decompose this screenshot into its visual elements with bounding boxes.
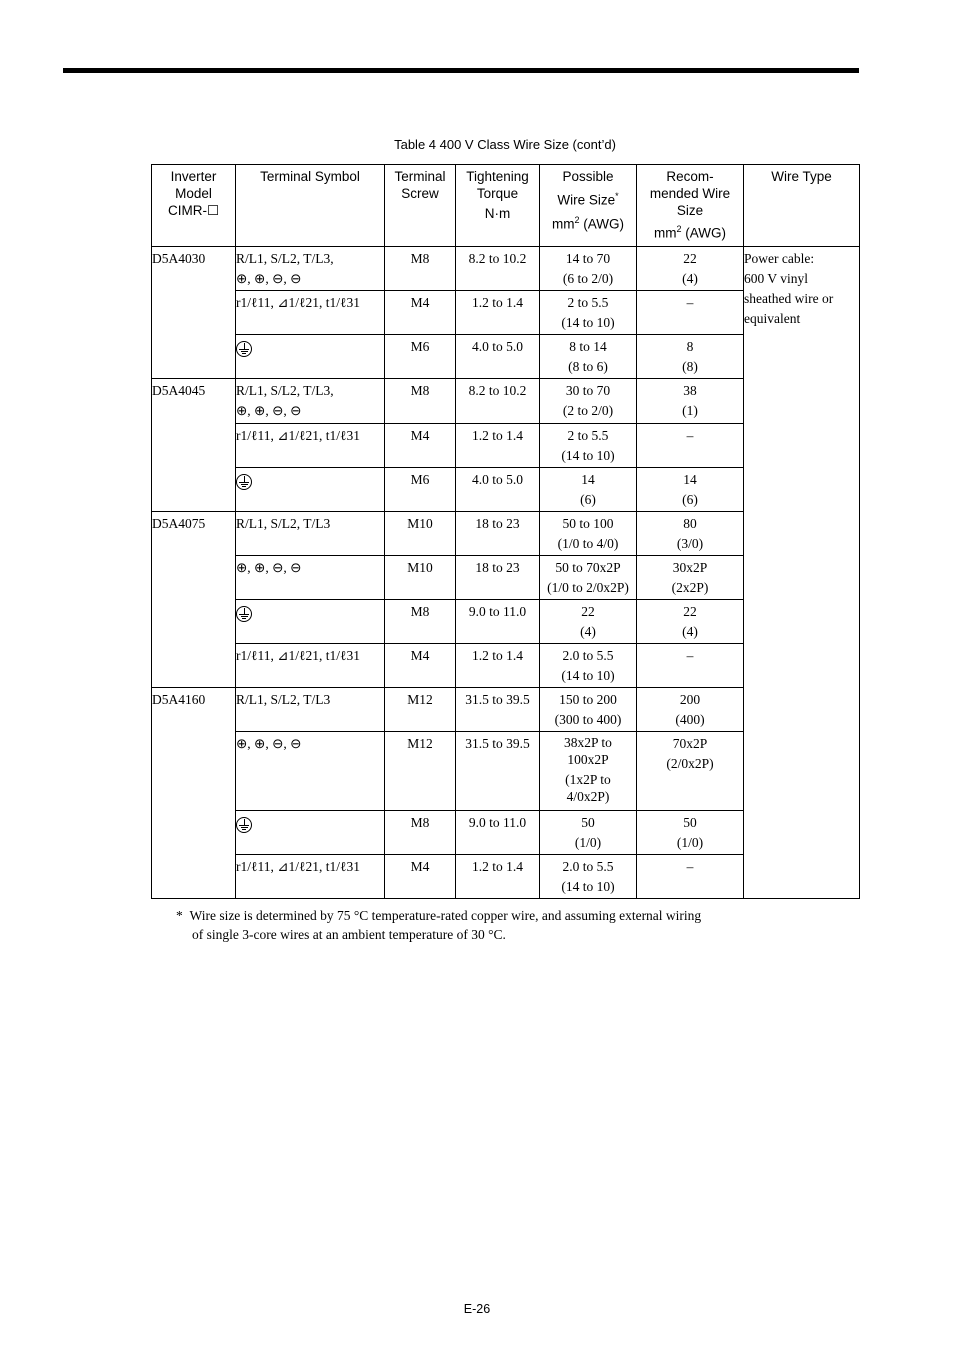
possible-wire-size-line: (1/0 to 2/0x2P): [547, 580, 629, 595]
recommended-wire-size-line: 22: [683, 251, 697, 266]
terminal-symbol-cell: [236, 379, 385, 424]
recommended-wire-size-line: –: [686, 428, 694, 443]
header-model: Inverter Model CIMR-☐: [152, 165, 236, 247]
header-possible-wire-size: Possible Wire Size* $mm^2$ (AWG): [540, 165, 637, 247]
possible-wire-size-line: 50 to 70x2P: [555, 560, 621, 575]
tightening-torque-cell: 1.2 to 1.4: [456, 644, 540, 688]
possible-wire-size-line: 38x2P to: [564, 735, 612, 750]
recommended-wire-size-line: (4): [682, 271, 698, 286]
possible-wire-size-line: (300 to 400): [554, 712, 622, 727]
inverter-model-cell: D5A4160: [152, 688, 236, 899]
wire-type-line: 600 V vinyl: [744, 271, 809, 286]
recommended-wire-size-cell: [637, 335, 744, 379]
possible-wire-size-cell: [540, 688, 637, 732]
possible-wire-size-cell: [540, 732, 637, 811]
possible-wire-size-line: 50: [581, 815, 595, 830]
recommended-wire-size-cell: [637, 811, 744, 855]
terminal-screw-cell: M10: [385, 512, 456, 556]
terminal-screw-cell: M8: [385, 379, 456, 424]
recommended-wire-size-cell: [637, 379, 744, 424]
terminal-screw-cell: M8: [385, 811, 456, 855]
possible-wire-size-cell: [540, 811, 637, 855]
footnote-line-1: Wire size is determined by 75 °C temperature-rated copper wire, and assuming external wiring: [189, 908, 702, 923]
wire-type-cell: [744, 247, 860, 899]
inverter-model-cell: D5A4030: [152, 247, 236, 379]
recommended-wire-size-line: –: [686, 295, 694, 310]
possible-wire-size-line: 22: [581, 604, 595, 619]
tightening-torque-cell: 4.0 to 5.0: [456, 335, 540, 379]
recommended-wire-size-cell: [637, 688, 744, 732]
tightening-torque-cell: 1.2 to 1.4: [456, 291, 540, 335]
terminal-symbol-cell: [236, 291, 385, 335]
possible-wire-size-line: (14 to 10): [561, 448, 615, 463]
recommended-wire-size-line: 38: [683, 383, 697, 398]
terminal-screw-cell: M4: [385, 291, 456, 335]
terminal-screw-cell: M12: [385, 732, 456, 811]
possible-wire-size-cell: [540, 556, 637, 600]
recommended-wire-size-line: (400): [675, 712, 705, 727]
tightening-torque-cell: 9.0 to 11.0: [456, 811, 540, 855]
tightening-torque-cell: 31.5 to 39.5: [456, 688, 540, 732]
possible-wire-size-line: (1/0 to 4/0): [557, 536, 619, 551]
possible-wire-size-line: (14 to 10): [561, 668, 615, 683]
possible-wire-size-line: 2.0 to 5.5: [562, 859, 614, 874]
terminal-symbol-cell: [236, 512, 385, 556]
possible-wire-size-line: (1/0): [574, 835, 602, 850]
tightening-torque-cell: 18 to 23: [456, 512, 540, 556]
possible-wire-size-line: 150 to 200: [559, 692, 617, 707]
possible-wire-size-line: (8 to 6): [568, 359, 608, 374]
recommended-wire-size-line: –: [686, 859, 694, 874]
recommended-wire-size-line: (2x2P): [671, 580, 709, 595]
terminal-symbol-cell: [236, 600, 385, 644]
possible-wire-size-cell: [540, 379, 637, 424]
terminal-symbol-text: r1/ℓ11, ⊿1/ℓ21, t1/ℓ31: [236, 295, 360, 310]
possible-wire-size-cell: [540, 335, 637, 379]
terminal-symbol-cell: [236, 556, 385, 600]
footnote: [176, 906, 776, 944]
possible-wire-size-line: 30 to 70: [565, 383, 611, 398]
header-wire-type: Wire Type: [744, 165, 860, 247]
terminal-symbol-cell: [236, 335, 385, 379]
inverter-model-cell: D5A4045: [152, 379, 236, 512]
terminal-symbol-text: ⊕, ⊕, ⊖, ⊖: [236, 736, 302, 751]
terminal-screw-cell: M4: [385, 424, 456, 468]
possible-wire-size-line: 100x2P: [567, 752, 609, 767]
table-body: [152, 247, 860, 899]
terminal-symbol-cell: [236, 644, 385, 688]
recommended-wire-size-line: (4): [682, 624, 698, 639]
terminal-screw-cell: M8: [385, 247, 456, 291]
terminal-symbol-cell: [236, 855, 385, 899]
recommended-wire-size-cell: [637, 468, 744, 512]
possible-wire-size-line: 2 to 5.5: [567, 295, 609, 310]
header-terminal-screw: Terminal Screw: [385, 165, 456, 247]
tightening-torque-cell: 1.2 to 1.4: [456, 855, 540, 899]
recommended-wire-size-line: (1): [682, 403, 698, 418]
wire-type-line: sheathed wire or: [744, 291, 834, 306]
recommended-wire-size-cell: [637, 291, 744, 335]
terminal-screw-cell: M8: [385, 600, 456, 644]
possible-wire-size-cell: [540, 855, 637, 899]
terminal-screw-cell: M6: [385, 335, 456, 379]
recommended-wire-size-line: (1/0): [676, 835, 704, 850]
terminal-screw-cell: M6: [385, 468, 456, 512]
ground-icon: [236, 474, 252, 490]
recommended-wire-size-line: (6): [682, 492, 698, 507]
terminal-screw-cell: M4: [385, 855, 456, 899]
terminal-symbol-text: R/L1, S/L2, T/L3: [236, 516, 331, 531]
possible-wire-size-cell: [540, 424, 637, 468]
possible-wire-size-cell: [540, 247, 637, 291]
terminal-screw-cell: M4: [385, 644, 456, 688]
page-number: E-26: [463, 1302, 491, 1316]
recommended-wire-size-line: 80: [683, 516, 697, 531]
terminal-screw-cell: M12: [385, 688, 456, 732]
terminal-symbol-text: ⊕, ⊕, ⊖, ⊖: [236, 271, 302, 286]
terminal-symbol-text: r1/ℓ11, ⊿1/ℓ21, t1/ℓ31: [236, 648, 360, 663]
terminal-symbol-text: R/L1, S/L2, T/L3: [236, 692, 331, 707]
possible-wire-size-cell: [540, 600, 637, 644]
tightening-torque-cell: 18 to 23: [456, 556, 540, 600]
header-terminal-symbol: Terminal Symbol: [236, 165, 385, 247]
terminal-symbol-text: r1/ℓ11, ⊿1/ℓ21, t1/ℓ31: [236, 859, 360, 874]
possible-wire-size-line: 2 to 5.5: [567, 428, 609, 443]
possible-wire-size-line: 14 to 70: [565, 251, 611, 266]
possible-wire-size-line: (14 to 10): [561, 315, 615, 330]
recommended-wire-size-line: 14: [683, 472, 697, 487]
ground-icon: [236, 817, 252, 833]
recommended-wire-size-line: (2/0x2P): [666, 756, 714, 771]
wire-type-line: Power cable:: [744, 251, 815, 266]
possible-wire-size-line: 8 to 14: [569, 339, 607, 354]
possible-wire-size-cell: [540, 468, 637, 512]
top-rule: [63, 68, 859, 73]
possible-wire-size-line: 2.0 to 5.5: [562, 648, 614, 663]
recommended-wire-size-cell: [637, 556, 744, 600]
wire-size-table: [151, 164, 860, 899]
ground-icon: [236, 341, 252, 357]
inverter-model-cell: D5A4075: [152, 512, 236, 688]
recommended-wire-size-line: 50: [683, 815, 697, 830]
possible-wire-size-line: (4): [580, 624, 596, 639]
tightening-torque-cell: 31.5 to 39.5: [456, 732, 540, 811]
possible-wire-size-line: (14 to 10): [561, 879, 615, 894]
tightening-torque-cell: 8.2 to 10.2: [456, 247, 540, 291]
terminal-symbol-text: ⊕, ⊕, ⊖, ⊖: [236, 403, 302, 418]
header-tightening-torque: Tightening Torque N·m: [456, 165, 540, 247]
possible-wire-size-cell: [540, 512, 637, 556]
tightening-torque-cell: 4.0 to 5.0: [456, 468, 540, 512]
recommended-wire-size-cell: [637, 732, 744, 811]
terminal-symbol-text: r1/ℓ11, ⊿1/ℓ21, t1/ℓ31: [236, 428, 360, 443]
tightening-torque-cell: 9.0 to 11.0: [456, 600, 540, 644]
terminal-symbol-cell: [236, 247, 385, 291]
possible-wire-size-line: 14: [581, 472, 595, 487]
possible-wire-size-cell: [540, 644, 637, 688]
terminal-symbol-text: ⊕, ⊕, ⊖, ⊖: [236, 560, 302, 575]
terminal-symbol-cell: [236, 811, 385, 855]
possible-wire-size-line: (6 to 2/0): [562, 271, 614, 286]
recommended-wire-size-cell: [637, 247, 744, 291]
terminal-symbol-text: R/L1, S/L2, T/L3,: [236, 251, 334, 266]
header-row: [152, 165, 860, 247]
recommended-wire-size-line: 22: [683, 604, 697, 619]
wire-type-line: equivalent: [744, 311, 801, 326]
possible-wire-size-cell: [540, 291, 637, 335]
terminal-screw-cell: M10: [385, 556, 456, 600]
terminal-symbol-text: R/L1, S/L2, T/L3,: [236, 383, 334, 398]
tightening-torque-cell: 1.2 to 1.4: [456, 424, 540, 468]
recommended-wire-size-cell: [637, 512, 744, 556]
recommended-wire-size-line: (8): [682, 359, 698, 374]
terminal-symbol-cell: [236, 688, 385, 732]
footnote-line-2: of single 3-core wires at an ambient temperature of 30 °C.: [192, 927, 506, 942]
possible-wire-size-line: (6): [580, 492, 596, 507]
possible-wire-size-line: 4/0x2P): [566, 789, 610, 804]
table-row: [152, 247, 860, 291]
recommended-wire-size-line: 70x2P: [672, 736, 708, 751]
recommended-wire-size-line: 200: [679, 692, 701, 707]
ground-icon: [236, 606, 252, 622]
recommended-wire-size-line: –: [686, 648, 694, 663]
possible-wire-size-line: 50 to 100: [562, 516, 614, 531]
footnote-marker: *: [176, 908, 183, 923]
recommended-wire-size-cell: [637, 644, 744, 688]
recommended-wire-size-line: 8: [686, 339, 694, 354]
terminal-symbol-cell: [236, 424, 385, 468]
terminal-symbol-cell: [236, 468, 385, 512]
terminal-symbol-cell: [236, 732, 385, 811]
recommended-wire-size-line: 30x2P: [672, 560, 708, 575]
recommended-wire-size-cell: [637, 855, 744, 899]
possible-wire-size-line: (2 to 2/0): [562, 403, 614, 418]
header-recommended-wire-size: Recom- mended Wire Size $mm^2$ (AWG): [637, 165, 744, 247]
table-caption: Table 4 400 V Class Wire Size (cont’d): [394, 137, 616, 152]
recommended-wire-size-cell: [637, 424, 744, 468]
tightening-torque-cell: 8.2 to 10.2: [456, 379, 540, 424]
recommended-wire-size-cell: [637, 600, 744, 644]
possible-wire-size-line: (1x2P to: [565, 772, 611, 787]
recommended-wire-size-line: (3/0): [676, 536, 704, 551]
